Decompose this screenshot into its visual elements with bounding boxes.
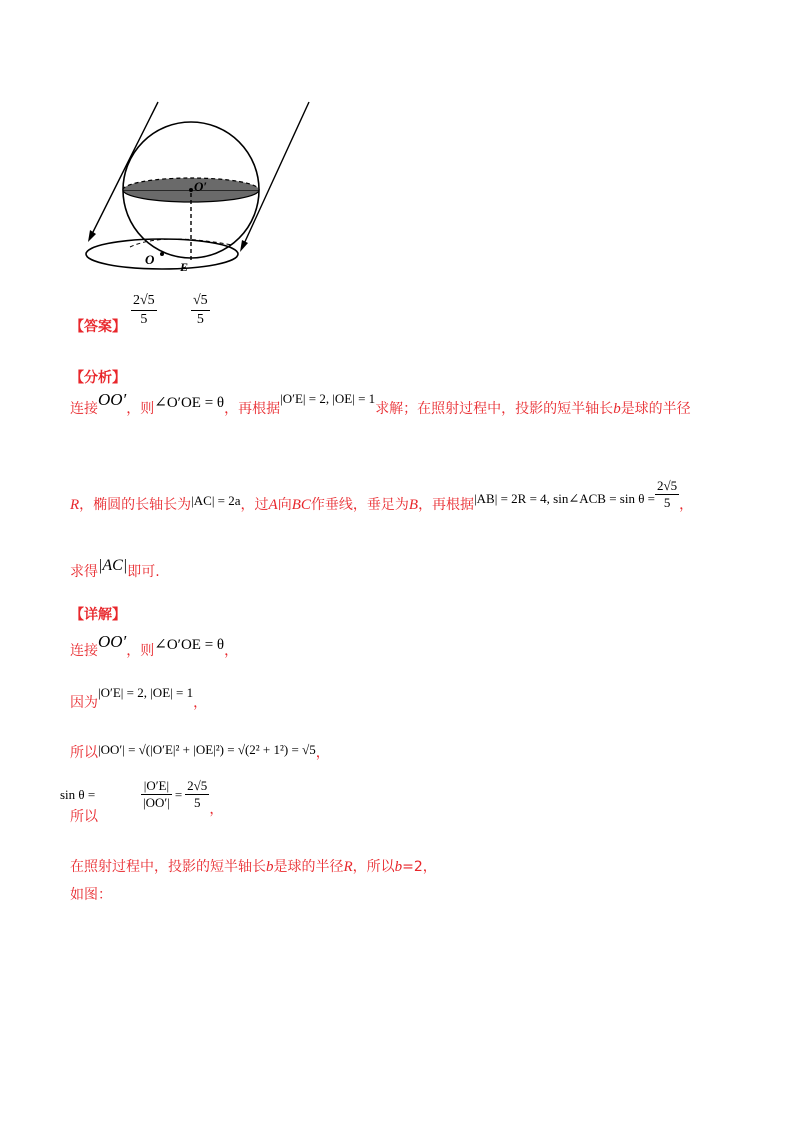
detail-line-6	[70, 884, 112, 904]
analysis-line-1	[70, 390, 691, 418]
detail-line-4-fractions	[141, 778, 223, 818]
detail-line-5	[70, 856, 437, 876]
math-angle: ∠O′OE = θ	[154, 395, 225, 411]
answer-value-1	[131, 292, 157, 328]
analysis-tag: 【分析】	[70, 370, 126, 386]
o-prime-point	[189, 188, 193, 192]
math-lengths: |O′E| = 2, |OE| = 1	[280, 391, 376, 406]
text: 是球的半径	[620, 401, 691, 417]
text: 如图：	[70, 887, 112, 903]
text: ，则	[126, 643, 155, 659]
text: 求解；在照射过程中，投影的短半轴长	[375, 401, 614, 417]
fraction	[655, 478, 679, 512]
label-e: E	[180, 260, 189, 274]
math-ac-abs: |AC|	[98, 557, 128, 574]
text: ，所以	[352, 859, 395, 875]
text: =2，	[402, 859, 437, 875]
analysis-line-3	[70, 557, 160, 581]
answer-2-numerator: √5	[193, 293, 208, 308]
fraction-ratio	[141, 778, 172, 812]
math-angle: ∠O′OE = θ	[154, 637, 225, 653]
label-o-prime: O′	[194, 179, 208, 194]
var-a: A	[268, 496, 278, 513]
text: ，	[315, 745, 330, 761]
fraction-result	[185, 778, 209, 812]
text: 因为	[70, 695, 98, 711]
right-arrowhead	[240, 240, 248, 252]
detail-line-2	[70, 685, 208, 712]
answer-2-denominator: 5	[196, 311, 204, 327]
left-arrowhead	[88, 230, 96, 242]
denominator: |OO′|	[143, 795, 170, 811]
text: ，再根据	[224, 401, 281, 417]
var-b-point: B	[408, 496, 419, 513]
denominator: 5	[193, 795, 201, 811]
answer-1-numerator: 2√5	[133, 293, 155, 308]
text: ，	[209, 801, 224, 818]
text: 在照射过程中，投影的短半轴长	[70, 859, 266, 875]
math-sin: sin θ =	[60, 787, 96, 802]
numerator: 2√5	[187, 778, 208, 793]
numerator: |O′E|	[143, 778, 170, 793]
math-oo-length: |OO′| = √(|O′E|² + |OE|²) = √(2² + 1²) = √5	[98, 742, 316, 757]
detail-line-3	[70, 742, 330, 762]
text: ，	[224, 643, 239, 659]
math-oo-prime: OO′	[98, 632, 127, 651]
text: ，	[679, 496, 694, 513]
math-oo-prime: OO′	[98, 390, 127, 409]
var-b: b	[613, 401, 621, 417]
sphere-projection-figure	[75, 95, 325, 275]
text: ，再根据	[418, 496, 475, 513]
text: 连接	[70, 401, 98, 417]
text: 向	[277, 496, 292, 513]
var-bc: BC	[291, 496, 311, 513]
answer-value-2	[191, 292, 210, 328]
text: 所以	[70, 745, 98, 761]
detail-tag: 【详解】	[70, 607, 126, 623]
var-r: R	[70, 496, 80, 513]
math-ab-sin: |AB| = 2R = 4, sin∠ACB = sin θ =	[474, 490, 656, 506]
left-light-ray	[91, 102, 158, 236]
math-lengths: |O′E| = 2, |OE| = 1	[98, 685, 194, 700]
numerator: 2√5	[657, 478, 678, 493]
text: ，	[193, 695, 208, 711]
text: 即可.	[127, 564, 160, 580]
var-b: b	[394, 859, 403, 875]
right-light-ray	[243, 102, 309, 246]
detail-line-1	[70, 632, 239, 660]
text: 连接	[70, 643, 98, 659]
label-o: O	[145, 252, 155, 267]
text: ，椭圆的长轴长为	[79, 496, 192, 513]
math-ac: |AC| = 2a	[191, 492, 241, 508]
text: 求得	[70, 564, 98, 580]
text: 所以	[70, 809, 98, 825]
var-b: b	[266, 859, 274, 875]
answer-1-denominator: 5	[140, 311, 148, 327]
text: ，过	[240, 496, 269, 513]
text: 作垂线，垂足为	[310, 496, 409, 513]
denominator: 5	[663, 495, 671, 511]
o-point	[160, 252, 164, 256]
analysis-line-2	[70, 478, 694, 522]
detail-line-4	[60, 787, 133, 826]
var-r: R	[343, 859, 353, 875]
text: 是球的半径	[273, 859, 344, 875]
text: ，则	[126, 401, 155, 417]
answer-tag: 【答案】	[70, 319, 126, 335]
equals: =	[174, 787, 183, 803]
